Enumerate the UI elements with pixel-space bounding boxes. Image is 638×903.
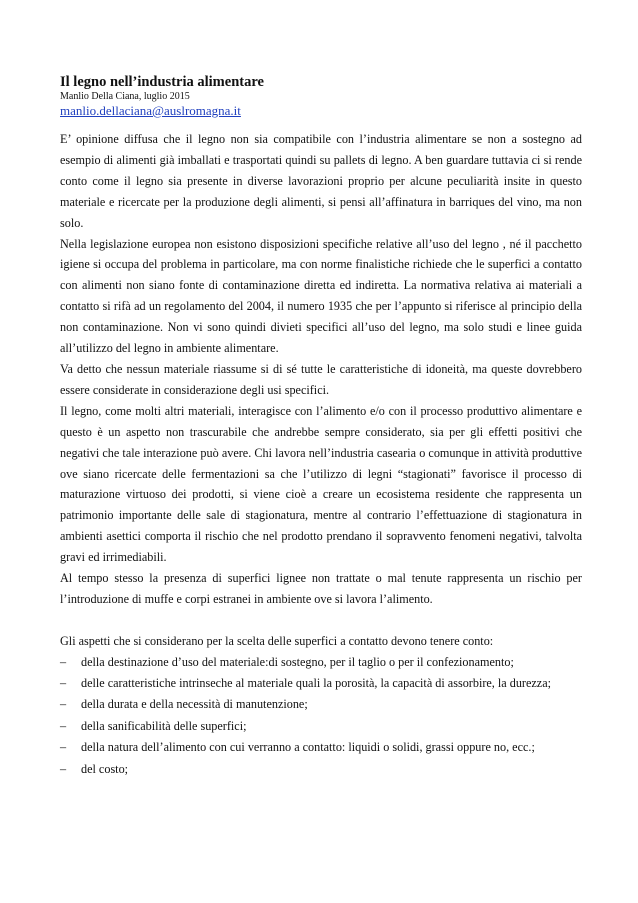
criteria-list (60, 652, 582, 780)
paragraph: Va detto che nessun materiale riassume si di sé tutte le caratteristiche di idoneità, ma queste dovrebbero essere considerate in considerazione degli usi specifici. (60, 361, 582, 397)
list-item-text: della durata e della necessità di manutenzione; (81, 697, 308, 712)
list-item-text: della destinazione d’uso del materiale:di sostegno, per il taglio o per il confezionamento; (81, 654, 514, 669)
list-item (60, 694, 582, 715)
document-page (60, 74, 582, 780)
dash-bullet: – (60, 740, 67, 755)
paragraph: Nella legislazione europea non esistono disposizioni specifiche relative all’uso del legno , né il pacchetto igiene si occupa del problema in particolare, ma con norme finalistiche richiede che le superfici a contatto con alimenti non siano fonte di contaminazione diretta ed indiretta. La normativa relativa ai materiali a contatto si rifà ad un regolamento del 2004, il numero 1935 che per l’appunto si riferisce al principio della non contaminazione. Non vi sono quindi divieti specifici all’uso del legno, ma solo studi e linee guida all’utilizzo del legno in ambiente alimentare. (60, 236, 582, 356)
dash-bullet: – (60, 654, 67, 669)
list-item (60, 759, 582, 780)
document-title: Il legno nell’industria alimentare (60, 74, 264, 90)
dash-bullet: – (60, 676, 67, 691)
list-item-text: delle caratteristiche intrinseche al materiale quali la porosità, la capacità di assorbire, la durezza; (81, 676, 552, 691)
list-intro: Gli aspetti che si considerano per la scelta delle superfici a contatto devono tenere conto: (60, 633, 494, 648)
list-item (60, 652, 582, 673)
dash-bullet: – (60, 718, 67, 733)
author-email-link[interactable]: manlio.dellaciana@auslromagna.it (60, 103, 241, 118)
document-body (60, 129, 582, 780)
list-item-text: del costo; (81, 761, 129, 776)
list-item-text: della sanificabilità delle superfici; (81, 718, 247, 733)
list-item (60, 737, 582, 758)
dash-bullet: – (60, 697, 67, 712)
list-item-text: della natura dell’alimento con cui verranno a contatto: liquidi o solidi, grassi oppure no, ecc.; (81, 740, 535, 755)
paragraph: Il legno, come molti altri materiali, interagisce con l’alimento e/o con il processo produttivo alimentare e questo è un aspetto non trascurabile che andrebbe sempre considerato, sia per gli effetti positivi che negativi che tale interazione può avere. Chi lavora nell’industria casearia o comunque in attività produttive ove siano ricercate delle fermentazioni sa che l’utilizzo di legni “stagionati” favorisce il processo di maturazione virtuoso dei prodotti, si viene cioè a creare un ecosistema residente che rappresenta un patrimonio importante delle sale di stagionatura, mentre al contrario l’effettuazione di stagionatura in ambienti asettici comporta il rischio che nel prodotto prendano il sopravvento fenomeni negativi, talvolta gravi ed irrimediabili. (60, 403, 582, 565)
dash-bullet: – (60, 761, 67, 776)
list-item (60, 716, 582, 737)
paragraph: E’ opinione diffusa che il legno non sia compatibile con l’industria alimentare se non a sostegno ad esempio di alimenti già imballati e trasportati quindi su pallets di legno. A ben guardare tuttavia ci si rende conto come il legno sia presente in diverse lavorazioni proprio per alcune peculiarità insite in questo materiale e ricercate per la produzione degli alimenti, si pensi all’affinatura in barriques del vino, ma non solo. (60, 132, 582, 230)
paragraph-gap (60, 610, 582, 631)
paragraph: Al tempo stesso la presenza di superfici lignee non trattate o mal tenute rappresenta un rischio per l’introduzione di muffe e corpi estranei in ambiente ove si lavora l’alimento. (60, 571, 582, 606)
author-date: Manlio Della Ciana, luglio 2015 (60, 91, 190, 102)
list-item (60, 673, 582, 694)
